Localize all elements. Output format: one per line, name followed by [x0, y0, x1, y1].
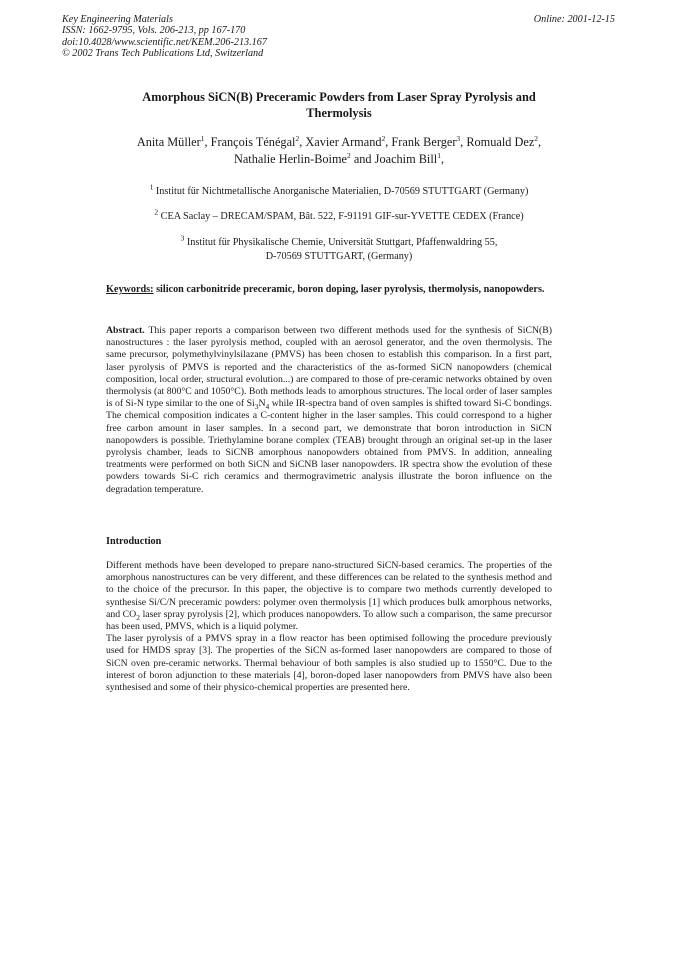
intro-text: laser spray pyrolysis [2], which produces nanopowders. To allow such a comparison, the same precursor has been used, PMVS, which is a liquid polymer.: [106, 608, 553, 633]
abstract-subscript: 3: [254, 402, 259, 412]
author-list: [90, 134, 588, 168]
author-name: Anita Müller: [136, 135, 201, 149]
issn-line: ISSN: 1662-9795, Vols. 206-213, pp 167-170: [62, 25, 246, 37]
journal-header: [62, 14, 267, 60]
copyright-line: © 2002 Trans Tech Publications Ltd, Switzerland: [62, 48, 264, 60]
author-affil-sup: 2: [295, 133, 300, 143]
introduction-body: [106, 560, 552, 694]
abstract-text: This paper reports a comparison between two different methods used for the synthesis of SiCN(B) nanostructures : the laser pyrolysis method, coupled with an aerosol generator, and the oven thermolysis. The same precursor, polymethylvinylsilazane (PMVS) has been chosen to establish this comparison. In a first part, laser pyrolysis of PMVS is reported and the characteristics of the as-formed SiCN nanopowders (chemical composition, local order, structural evolution...) are compared to those of pre-ceramic networks obtained by oven thermolysis (at 800°C and 1050°C). Both methods leads to amorphous structures. The local order of laser samples is of Si-N type similar to the one of Si: [106, 325, 552, 410]
affil-text-line-2: D-70569 STUTTGART, (Germany): [265, 250, 413, 262]
abstract-subscript: 4: [265, 402, 270, 412]
intro-subscript: 2: [136, 612, 140, 622]
intro-paragraph-1: [106, 560, 552, 633]
intro-text: Different methods have been developed to prepare nano-structured SiCN-based ceramics. The properties of the amorphous nanostructures can be very different, and these differences can be related to the synthesis method and to the choice of the precursor. In this paper, the objective is to compare two methods currently developed to synthesise Si/C/N preceramic powders: polymer oven thermolysis [1] which produces bulk amorphous networks, and CO: [106, 560, 552, 620]
author-name: Romuald Dez: [466, 135, 535, 149]
keywords-text: silicon carbonitride preceramic, boron doping, laser pyrolysis, thermolysis, nanopowders.: [156, 284, 545, 295]
paper-title: [100, 89, 578, 121]
doi-line: doi:10.4028/www.scientific.net/KEM.206-213.167: [62, 36, 267, 48]
affil-text: Institut für Nichtmetallische Anorganische Materialien, D-70569 STUTTGART (Germany): [155, 186, 529, 197]
author-affil-sup: 2: [381, 133, 386, 143]
affil-sup: 2: [154, 207, 159, 217]
author-name: François Ténégal: [210, 135, 296, 149]
affiliation-1: [80, 182, 598, 199]
author-line-1: Anita Müller$^1$, François Ténégal$^2$, Xavier Armand$^2$, Frank Berger$^3$, Romuald Dez$^2$,: [136, 133, 542, 149]
author-name: Frank Berger: [391, 135, 457, 149]
intro-paragraph-2: The laser pyrolysis of a PMVS spray in a flow reactor has been optimised following the procedure previously used for HMDS spray [3]. The properties of the SiCN as-formed laser nanopowders are compared to those of SiCN oven pre-ceramic networks. Thermal behaviour of both samples is also studied up to 1550°C. Due to the interest of boron adjunction to these materials [4], boron-doped laser nanopowders from PMVS have also been synthesised and some of their physico-chemical properties are presented here.: [106, 633, 552, 694]
author-name: Joachim Bill: [374, 152, 438, 166]
author-conjunction: and: [353, 152, 372, 166]
abstract-text: while IR-spectra band of oven samples is shifted toward Si-C bondings. The chemical composition indicates a C-content higher in the laser samples. This could correspond to a higher free carbon amount in laser samples. In a second part, we demonstrate that boron introduction in SiCN nanopowders is possible. Triethylamine borane complex (TEAB) brought through an original set-up in the laser pyrolysis chamber, leads to SiCNB amorphous nanopowders obtained from PMVS. In addition, annealing treatments were performed on both SiCN and SiCNB laser nanopowders. IR spectra show the evolution of these powders towards Si-C rich ceramics and thermogravimetric analysis illustrate the boron influence on the degradation temperature.: [106, 398, 552, 495]
affil-text: CEA Saclay – DRECAM/SPAM, Bât. 522, F-91191 GIF-sur-YVETTE CEDEX (France): [160, 211, 524, 222]
affiliation-2: [80, 207, 598, 224]
abstract: [106, 325, 552, 496]
abstract-label: Abstract.: [106, 325, 145, 336]
affiliation-3: [80, 233, 598, 263]
author-name: Xavier Armand: [305, 135, 382, 149]
author-affil-sup: 1: [200, 133, 205, 143]
author-affil-sup: 1: [437, 150, 441, 160]
affil-sup: 3: [180, 233, 185, 243]
keywords-label: Keywords:: [106, 284, 154, 295]
author-affil-sup: 2: [534, 133, 539, 143]
title-line-1: Amorphous SiCN(B) Preceramic Powders from Laser Spray Pyrolysis and: [142, 90, 536, 104]
keywords: [106, 282, 553, 297]
affil-sup: 1: [149, 182, 154, 192]
section-heading-introduction: Introduction: [106, 536, 162, 547]
affil-text: Institut für Physikalische Chemie, Universität Stuttgart, Pfaffenwaldring 55,: [186, 237, 498, 248]
abstract-text: N: [258, 398, 266, 410]
journal-name: Key Engineering Materials: [62, 14, 173, 25]
author-line-2: Nathalie Herlin-Boime$^2$ and Joachim Bill$^1$,: [233, 150, 445, 166]
author-name: Nathalie Herlin-Boime: [233, 152, 347, 166]
author-affil-sup: 2: [347, 150, 351, 160]
online-date: Online: 2001-12-15: [533, 14, 615, 25]
title-line-2: Thermolysis: [306, 106, 372, 120]
author-affil-sup: 3: [456, 133, 461, 143]
